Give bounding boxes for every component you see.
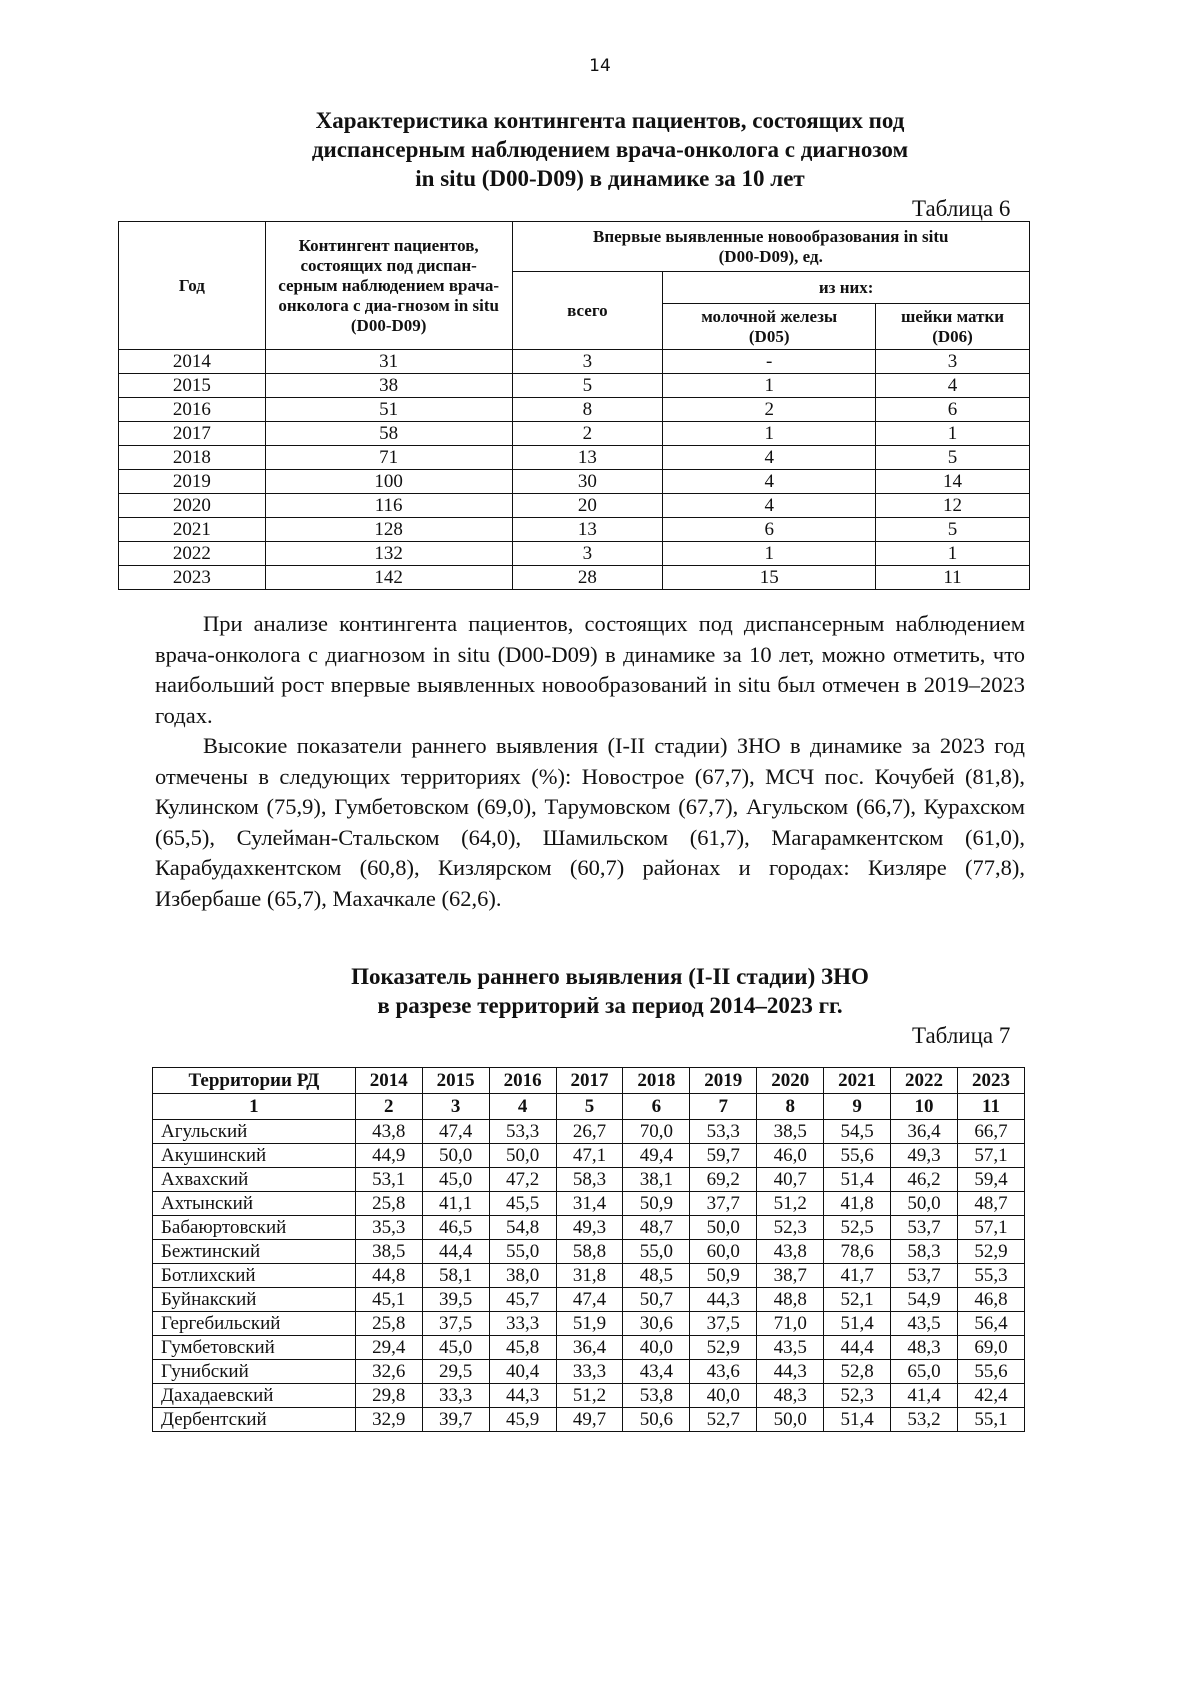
header-row [153, 1068, 1025, 1094]
table-cell: 50,0 [422, 1144, 489, 1168]
table-cell: 2018 [119, 446, 266, 470]
table-cell: 44,4 [824, 1336, 891, 1360]
table-cell: 55,6 [824, 1144, 891, 1168]
table7-label: Таблица 7 [912, 1023, 1011, 1048]
table-cell: 13 [512, 446, 663, 470]
territory-name: Бежтинский [153, 1240, 356, 1264]
table-cell: 48,3 [891, 1336, 958, 1360]
header-breast: молочной железы (D05) [663, 304, 876, 350]
table-cell: 50,6 [623, 1408, 690, 1432]
column-header: 2017 [556, 1068, 623, 1094]
table-cell: 60,0 [690, 1240, 757, 1264]
column-number: 7 [690, 1094, 757, 1120]
table-cell: 59,7 [690, 1144, 757, 1168]
table-cell: 50,9 [690, 1264, 757, 1288]
table-cell: 15 [663, 566, 876, 590]
table-cell: 33,3 [556, 1360, 623, 1384]
table-cell: 46,2 [891, 1168, 958, 1192]
table-cell: 142 [265, 566, 512, 590]
table-cell: 2016 [119, 398, 266, 422]
table-cell: 36,4 [556, 1336, 623, 1360]
table-row [153, 1288, 1025, 1312]
column-header: 2014 [355, 1068, 422, 1094]
table-cell: 38,1 [623, 1168, 690, 1192]
table-cell: 43,5 [891, 1312, 958, 1336]
table-cell: 2 [512, 422, 663, 446]
table-cell: 40,0 [690, 1384, 757, 1408]
table-cell: 6 [876, 398, 1030, 422]
table-cell: 8 [512, 398, 663, 422]
table-cell: 53,8 [623, 1384, 690, 1408]
table-cell: 53,3 [690, 1120, 757, 1144]
table-cell: 51,2 [757, 1192, 824, 1216]
table-cell: 51,4 [824, 1312, 891, 1336]
table-cell: 59,4 [957, 1168, 1024, 1192]
column-header: 2015 [422, 1068, 489, 1094]
header-year: Год [119, 222, 266, 350]
table-row [119, 566, 1030, 590]
table-cell: 31,8 [556, 1264, 623, 1288]
table-cell: 58,1 [422, 1264, 489, 1288]
table-row [119, 542, 1030, 566]
table-cell: 35,3 [355, 1216, 422, 1240]
table-cell: 55,3 [957, 1264, 1024, 1288]
table-cell: 37,7 [690, 1192, 757, 1216]
table-cell: 51,2 [556, 1384, 623, 1408]
table-cell: 44,9 [355, 1144, 422, 1168]
column-header: 2022 [891, 1068, 958, 1094]
column-number: 9 [824, 1094, 891, 1120]
table-cell: 45,7 [489, 1288, 556, 1312]
table-cell: 45,8 [489, 1336, 556, 1360]
table-cell: 38,5 [757, 1120, 824, 1144]
table-cell: 2020 [119, 494, 266, 518]
table-cell: 49,4 [623, 1144, 690, 1168]
table-cell: 36,4 [891, 1120, 958, 1144]
table-cell: 29,4 [355, 1336, 422, 1360]
table-cell: 31,4 [556, 1192, 623, 1216]
table-cell: 26,7 [556, 1120, 623, 1144]
table-cell: 40,4 [489, 1360, 556, 1384]
table-cell: 1 [663, 422, 876, 446]
table-cell: 3 [876, 350, 1030, 374]
table-cell: 44,8 [355, 1264, 422, 1288]
table-cell: 52,9 [690, 1336, 757, 1360]
table-cell: 46,5 [422, 1216, 489, 1240]
column-number: 5 [556, 1094, 623, 1120]
table-cell: 53,7 [891, 1216, 958, 1240]
title-line: диспансерным наблюдением врача-онколога с диагнозом [311, 137, 909, 162]
territory-name: Гунибский [153, 1360, 356, 1384]
table-cell: 11 [876, 566, 1030, 590]
table-cell: 48,7 [623, 1216, 690, 1240]
table-cell: 44,4 [422, 1240, 489, 1264]
table-cell: 44,3 [690, 1288, 757, 1312]
table-cell: 5 [876, 518, 1030, 542]
table-cell: 54,5 [824, 1120, 891, 1144]
table-cell: 45,5 [489, 1192, 556, 1216]
table-cell: 49,3 [556, 1216, 623, 1240]
table-cell: 38 [265, 374, 512, 398]
table-row [119, 446, 1030, 470]
table-cell: 41,7 [824, 1264, 891, 1288]
table-cell: 58 [265, 422, 512, 446]
territory-name: Ботлихский [153, 1264, 356, 1288]
table-cell: 51,9 [556, 1312, 623, 1336]
table-cell: 56,4 [957, 1312, 1024, 1336]
table-cell: 1 [663, 542, 876, 566]
table-row [119, 518, 1030, 542]
column-number: 11 [957, 1094, 1024, 1120]
table-cell: 52,9 [957, 1240, 1024, 1264]
table-cell: 53,3 [489, 1120, 556, 1144]
table-cell: 58,3 [556, 1168, 623, 1192]
table-cell: 38,5 [355, 1240, 422, 1264]
table-cell: 3 [512, 542, 663, 566]
table-cell: 50,0 [690, 1216, 757, 1240]
column-number-row [153, 1094, 1025, 1120]
table-cell: 4 [876, 374, 1030, 398]
table-cell: 66,7 [957, 1120, 1024, 1144]
table-cell: 45,0 [422, 1168, 489, 1192]
territory-name: Ахвахский [153, 1168, 356, 1192]
table-cell: 46,8 [957, 1288, 1024, 1312]
table-cell: 58,3 [891, 1240, 958, 1264]
table-cell: 50,7 [623, 1288, 690, 1312]
table-row [153, 1192, 1025, 1216]
table-cell: 52,8 [824, 1360, 891, 1384]
table-cell: 54,9 [891, 1288, 958, 1312]
table-cell: 28 [512, 566, 663, 590]
paragraph: Высокие показатели раннего выявления (I-II стадии) ЗНО в динамике за 2023 год отмечены в следующих территориях (%): Новострое (67,7), МСЧ пос. Кочубей (81,8), Кулинском (75,9), Гумбетовском (69,0), Тарумовском (67,7), Агульском (66,7), Курахском (65,5), Сулейман-Стальском (64,0), Шамильском (61,7), Магарамкентском (61,0), Карабудахкентском (60,8), Кизлярском (60,7) районах и городах: Кизляре (77,8), Избербаше (65,7), Махачкале (62,6). [155, 733, 1025, 911]
table-cell: 43,8 [355, 1120, 422, 1144]
table-cell: 50,9 [623, 1192, 690, 1216]
table-cell: 52,3 [757, 1216, 824, 1240]
table-cell: 39,7 [422, 1408, 489, 1432]
table-row [153, 1360, 1025, 1384]
table-cell: 25,8 [355, 1192, 422, 1216]
table-cell: 52,7 [690, 1408, 757, 1432]
table-cell: 43,8 [757, 1240, 824, 1264]
table-cell: 37,5 [422, 1312, 489, 1336]
table-cell: 70,0 [623, 1120, 690, 1144]
table-cell: 49,3 [891, 1144, 958, 1168]
table-row [153, 1120, 1025, 1144]
table-cell: 4 [663, 494, 876, 518]
column-header: 2023 [957, 1068, 1024, 1094]
table-cell: 4 [663, 470, 876, 494]
table-cell: 41,1 [422, 1192, 489, 1216]
table-cell: 47,2 [489, 1168, 556, 1192]
column-number: 2 [355, 1094, 422, 1120]
body-text [155, 609, 1025, 914]
table-cell: 30,6 [623, 1312, 690, 1336]
table-cell: 52,5 [824, 1216, 891, 1240]
territory-name: Агульский [153, 1120, 356, 1144]
table-cell: 116 [265, 494, 512, 518]
table-cell: 33,3 [489, 1312, 556, 1336]
table-cell: 47,4 [556, 1288, 623, 1312]
table-cell: 2023 [119, 566, 266, 590]
table-cell: 128 [265, 518, 512, 542]
table-row [119, 374, 1030, 398]
table-cell: 50,0 [891, 1192, 958, 1216]
table-cell: 42,4 [957, 1384, 1024, 1408]
table-row [153, 1408, 1025, 1432]
table-cell: 48,3 [757, 1384, 824, 1408]
table-cell: 55,0 [489, 1240, 556, 1264]
table-cell: 51,4 [824, 1408, 891, 1432]
table-cell: 57,1 [957, 1216, 1024, 1240]
table-cell: 53,7 [891, 1264, 958, 1288]
table-cell: 44,3 [489, 1384, 556, 1408]
table-cell: 5 [876, 446, 1030, 470]
table-cell: 41,4 [891, 1384, 958, 1408]
column-header: 2019 [690, 1068, 757, 1094]
table-cell: 12 [876, 494, 1030, 518]
table-cell: 78,6 [824, 1240, 891, 1264]
column-number: 3 [422, 1094, 489, 1120]
column-header: Территории РД [153, 1068, 356, 1094]
territory-name: Акушинский [153, 1144, 356, 1168]
table-cell: 20 [512, 494, 663, 518]
table-cell: 71,0 [757, 1312, 824, 1336]
table-row [153, 1336, 1025, 1360]
table-cell: 38,7 [757, 1264, 824, 1288]
column-header: 2016 [489, 1068, 556, 1094]
territory-name: Гергебильский [153, 1312, 356, 1336]
table-cell: 69,0 [957, 1336, 1024, 1360]
table-row [153, 1216, 1025, 1240]
table-cell: 71 [265, 446, 512, 470]
table-cell: 50,0 [757, 1408, 824, 1432]
table-cell: 100 [265, 470, 512, 494]
table-cell: 1 [663, 374, 876, 398]
table-cell: 37,5 [690, 1312, 757, 1336]
table-cell: 45,9 [489, 1408, 556, 1432]
table-cell: 32,6 [355, 1360, 422, 1384]
paragraph: При анализе контингента пациентов, состоящих под диспансерным наблюдением врача-онколога с диагнозом in situ (D00-D09) в динамике за 10 лет, можно отметить, что наибольший рост впервые выявленных новообразований in situ был отмечен в 2019–2023 годах. [155, 611, 1025, 728]
table-cell: 38,0 [489, 1264, 556, 1288]
table-cell: 47,1 [556, 1144, 623, 1168]
table6 [118, 221, 1030, 590]
title-line: в разрезе территорий за период 2014–2023 гг. [377, 993, 843, 1018]
table-cell: 58,8 [556, 1240, 623, 1264]
column-number: 10 [891, 1094, 958, 1120]
table-cell: 29,8 [355, 1384, 422, 1408]
table-cell: 48,5 [623, 1264, 690, 1288]
table-row [119, 398, 1030, 422]
header-cervix: шейки матки (D06) [876, 304, 1030, 350]
table-cell: 55,6 [957, 1360, 1024, 1384]
table-cell: 57,1 [957, 1144, 1024, 1168]
territory-name: Дербентский [153, 1408, 356, 1432]
table-cell: 48,7 [957, 1192, 1024, 1216]
title-line: Показатель раннего выявления (I-II стадии) ЗНО [351, 964, 869, 989]
table-cell: 51,4 [824, 1168, 891, 1192]
table-cell: 53,2 [891, 1408, 958, 1432]
table-row [119, 470, 1030, 494]
table-cell: 52,3 [824, 1384, 891, 1408]
table-cell: 45,0 [422, 1336, 489, 1360]
table-cell: 53,1 [355, 1168, 422, 1192]
table-cell: 46,0 [757, 1144, 824, 1168]
table-cell: 51 [265, 398, 512, 422]
table-cell: - [663, 350, 876, 374]
table-cell: 69,2 [690, 1168, 757, 1192]
table-cell: 47,4 [422, 1120, 489, 1144]
table-cell: 54,8 [489, 1216, 556, 1240]
territory-name: Гумбетовский [153, 1336, 356, 1360]
header-of-which: из них: [663, 272, 1030, 304]
table-cell: 32,9 [355, 1408, 422, 1432]
table7-title [200, 962, 1020, 1020]
table-cell: 1 [876, 422, 1030, 446]
table-cell: 2015 [119, 374, 266, 398]
table-cell: 2022 [119, 542, 266, 566]
table-cell: 41,8 [824, 1192, 891, 1216]
column-header: 2020 [757, 1068, 824, 1094]
table-cell: 2 [663, 398, 876, 422]
column-number: 4 [489, 1094, 556, 1120]
table-cell: 40,0 [623, 1336, 690, 1360]
table6-label: Таблица 6 [912, 196, 1011, 221]
table-cell: 3 [512, 350, 663, 374]
table-row [153, 1168, 1025, 1192]
table-cell: 33,3 [422, 1384, 489, 1408]
table-row [119, 422, 1030, 446]
table-cell: 43,4 [623, 1360, 690, 1384]
table-cell: 48,8 [757, 1288, 824, 1312]
table-cell: 13 [512, 518, 663, 542]
table-cell: 43,6 [690, 1360, 757, 1384]
table-cell: 14 [876, 470, 1030, 494]
header-contingent: Контингент пациентов, состоящих под диспан-серным наблюдением врача-онколога с диа-гнозом in situ (D00-D09) [265, 222, 512, 350]
table-cell: 49,7 [556, 1408, 623, 1432]
column-header: 2018 [623, 1068, 690, 1094]
table-cell: 50,0 [489, 1144, 556, 1168]
table-cell: 1 [876, 542, 1030, 566]
table-row [119, 350, 1030, 374]
table-cell: 5 [512, 374, 663, 398]
table-cell: 2014 [119, 350, 266, 374]
table-cell: 4 [663, 446, 876, 470]
table-cell: 65,0 [891, 1360, 958, 1384]
table-cell: 29,5 [422, 1360, 489, 1384]
column-header: 2021 [824, 1068, 891, 1094]
title-line: Характеристика контингента пациентов, состоящих под [315, 108, 905, 133]
table-cell: 45,1 [355, 1288, 422, 1312]
table-cell: 25,8 [355, 1312, 422, 1336]
territory-name: Дахадаевский [153, 1384, 356, 1408]
column-number: 8 [757, 1094, 824, 1120]
table-cell: 30 [512, 470, 663, 494]
table6-title [200, 106, 1020, 193]
table-cell: 6 [663, 518, 876, 542]
table-cell: 132 [265, 542, 512, 566]
table-row [153, 1384, 1025, 1408]
territory-name: Буйнакский [153, 1288, 356, 1312]
table-cell: 2021 [119, 518, 266, 542]
table-cell: 52,1 [824, 1288, 891, 1312]
table-cell: 44,3 [757, 1360, 824, 1384]
header-total: всего [512, 272, 663, 350]
territory-name: Бабаюртовский [153, 1216, 356, 1240]
column-number: 6 [623, 1094, 690, 1120]
table-row [153, 1264, 1025, 1288]
table-cell: 43,5 [757, 1336, 824, 1360]
territory-name: Ахтынский [153, 1192, 356, 1216]
column-number: 1 [153, 1094, 356, 1120]
table-cell: 2019 [119, 470, 266, 494]
table-cell: 31 [265, 350, 512, 374]
table-cell: 55,0 [623, 1240, 690, 1264]
table-row [153, 1240, 1025, 1264]
title-line: in situ (D00-D09) в динамике за 10 лет [415, 166, 805, 191]
page-number: 14 [589, 56, 611, 76]
table-row [153, 1312, 1025, 1336]
table-cell: 2017 [119, 422, 266, 446]
table-cell: 40,7 [757, 1168, 824, 1192]
table-cell: 55,1 [957, 1408, 1024, 1432]
table-row [119, 494, 1030, 518]
table-row [153, 1144, 1025, 1168]
header-new: Впервые выявленные новообразования in situ (D00-D09), ед. [512, 222, 1029, 272]
table7 [152, 1067, 1025, 1432]
table-cell: 39,5 [422, 1288, 489, 1312]
